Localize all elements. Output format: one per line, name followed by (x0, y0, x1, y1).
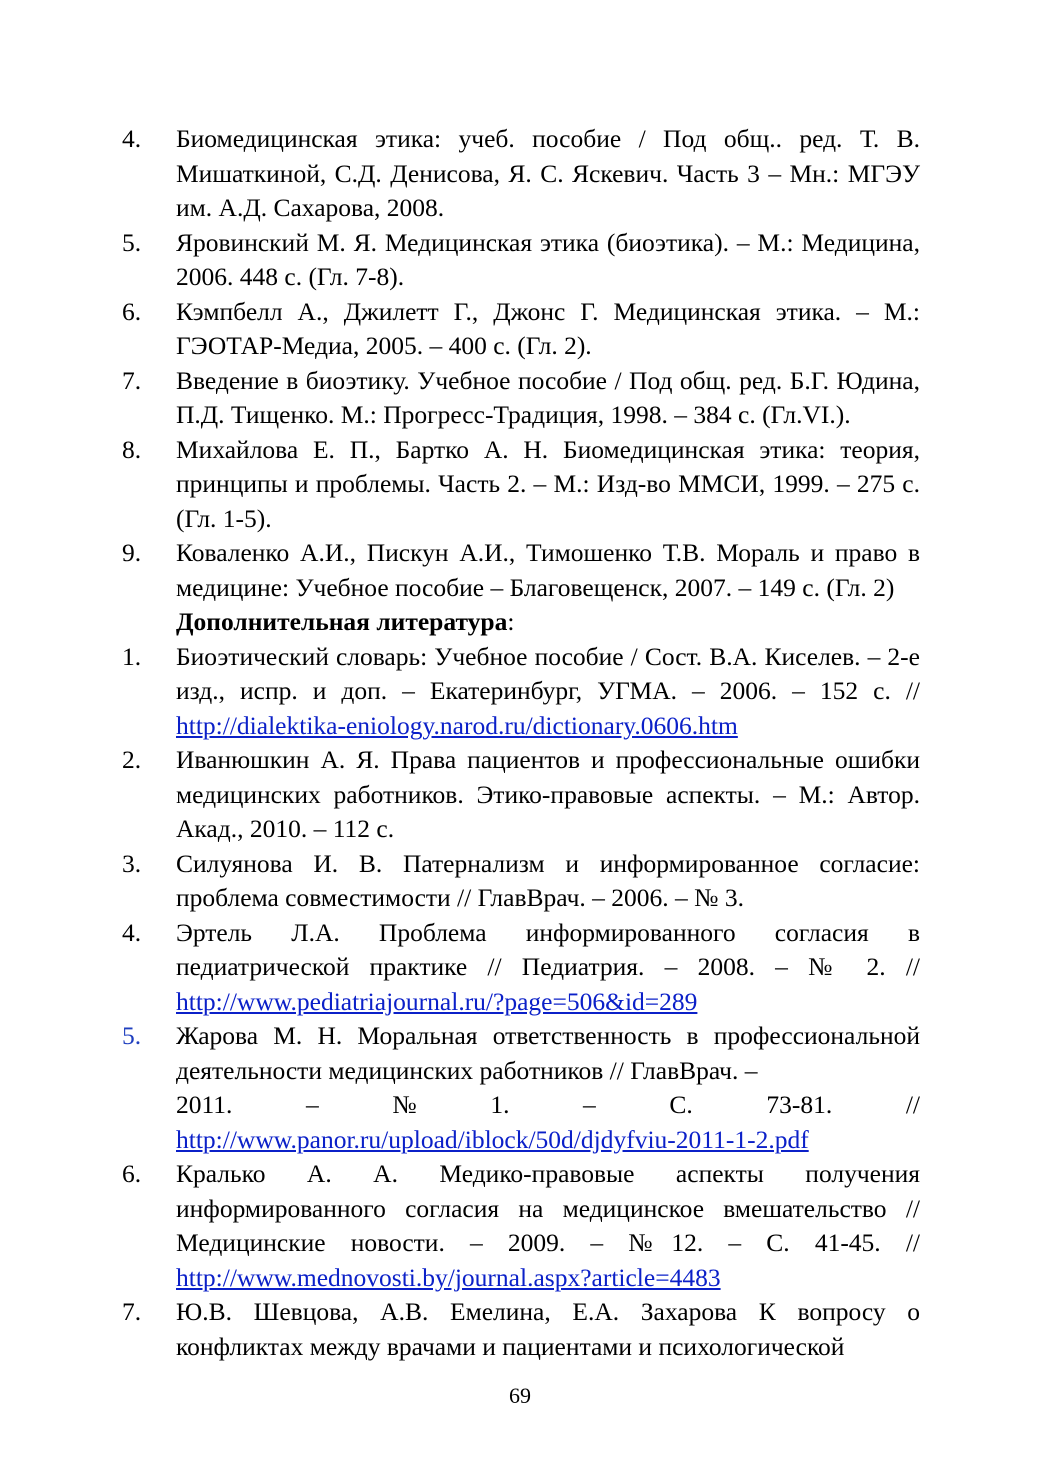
ref-number: 9. (122, 538, 142, 567)
add-ref-6 (120, 1157, 920, 1295)
ref-number: 4. (122, 124, 142, 153)
reference-list (120, 122, 920, 1364)
ref-number: 7. (122, 365, 142, 395)
ref-text: Яровинский М. Я. Медицинская этика (биоэтика). – М.: Медицина, 2006. 448 с. (Гл. 7-8). (176, 227, 920, 291)
add-ref-4 (120, 916, 920, 1020)
page-number: 69 (509, 1383, 531, 1408)
ref-number: 8. (122, 434, 142, 464)
ref-link[interactable]: http://www.pediatriajournal.ru/?page=506&id=289 (176, 986, 698, 1016)
ref-number: 6. (122, 296, 142, 326)
ref-text: Силуянова И. В. Патернализм и информированное согласие: проблема совместимости // ГлавВрач. – 2006. – № 3. (176, 848, 920, 912)
add-ref-5 (120, 1019, 920, 1157)
ref-number: 5. (122, 1021, 142, 1050)
ref-text: Биоэтический словарь: Учебное пособие / Сост. В.А. Киселев. – 2-е изд., испр. и доп. – Екатеринбург, УГМА. – 2006. – 152 с. // (176, 641, 920, 705)
ref-token: – (306, 1090, 319, 1119)
ref-token: 73-81. (766, 1090, 833, 1119)
main-ref-6 (120, 295, 920, 364)
ref-text: Ю.В. Шевцова, А.В. Емелина, Е.А. Захарова К вопросу о конфликтах между врачами и пациентами и психологической (176, 1297, 920, 1361)
ref-token: // (905, 1090, 920, 1119)
main-ref-4 (120, 122, 920, 226)
main-ref-9 (120, 536, 920, 605)
ref-text: Коваленко А.И., Пискун А.И., Тимошенко Т.В. Мораль и право в медицине: Учебное пособие – Благовещенск, 2007. – 149 с. (Гл. 2) (176, 538, 920, 602)
ref-text: Кралько А. А. Медико-правовые аспекты получения информированного согласия на медицинское вмешательство // Медицинские новости. – 2009. – №12. – С. 41-45. // (176, 1159, 920, 1257)
ref-text: Кэмпбелл А., Джилетт Г., Джонс Г. Медицинская этика. – М.: ГЭОТАР-Медиа, 2005. – 400 с. (Гл. 2). (176, 296, 920, 360)
ref-number: 3. (122, 848, 142, 878)
ref-token: 2011. (176, 1090, 233, 1119)
ref-number: 4. (122, 917, 142, 947)
heading-colon: : (507, 607, 515, 636)
ref-text: Биомедицинская этика: учеб. пособие / Под общ.. ред. Т. В. Мишаткиной, С.Д. Денисова, Я. С. Яскевич. Часть 3 – Мн.: МГЭУ им. А.Д. Сахарова, 2008. (176, 124, 920, 222)
ref-text: Михайлова Е. П., Бартко А. Н. Биомедицинская этика: теория, принципы и проблемы. Часть 2. – М.: Изд-во ММСИ, 1999. – 275 с. (Гл. 1-5). (176, 434, 920, 533)
add-ref-7 (120, 1295, 920, 1364)
ref-number: 2. (122, 745, 142, 774)
ref-link[interactable]: http://www.mednovosti.by/journal.aspx?article=4483 (176, 1262, 721, 1292)
main-ref-5 (120, 226, 920, 295)
ref-text: Введение в биоэтику. Учебное пособие / Под общ. ред. Б.Г. Юдина, П.Д. Тищенко. М.: Прогресс-Традиция, 1998. – 384 с. (Гл.VI.). (176, 365, 920, 429)
main-ref-7 (120, 364, 920, 433)
ref-text: Жарова М. Н. Моральная ответственность в профессиональной деятельности медицинских работников // ГлавВрач. – (176, 1021, 920, 1085)
ref-spread-line (176, 1088, 920, 1123)
ref-token: № (392, 1090, 417, 1119)
ref-token: С. (669, 1090, 693, 1119)
ref-number: 1. (122, 641, 142, 671)
ref-link[interactable]: http://www.panor.ru/upload/iblock/50d/djdyfviu-2011-1-2.pdf (176, 1124, 809, 1154)
ref-token: – (583, 1090, 596, 1119)
ref-number: 7. (122, 1297, 142, 1326)
ref-text: Иванюшкин А. Я. Права пациентов и профессиональные ошибки медицинских работников. Этико-правовые аспекты. – М.: Автор. Акад., 2010. – 112 с. (176, 745, 920, 843)
add-ref-1 (120, 640, 920, 744)
add-ref-2 (120, 743, 920, 847)
ref-token: 1. (490, 1090, 510, 1119)
add-ref-3 (120, 847, 920, 916)
section-heading-additional-literature (120, 605, 920, 640)
ref-link[interactable]: http://dialektika-eniology.narod.ru/dictionary.0606.htm (176, 710, 738, 740)
ref-number: 6. (122, 1159, 142, 1188)
ref-text: Эртель Л.А. Проблема информированного согласия в педиатрической практике // Педиатрия. – 2008. – № 2. // (176, 917, 920, 981)
main-ref-8 (120, 433, 920, 537)
ref-number: 5. (122, 227, 142, 257)
heading-text: Дополнительная литература (176, 607, 508, 636)
